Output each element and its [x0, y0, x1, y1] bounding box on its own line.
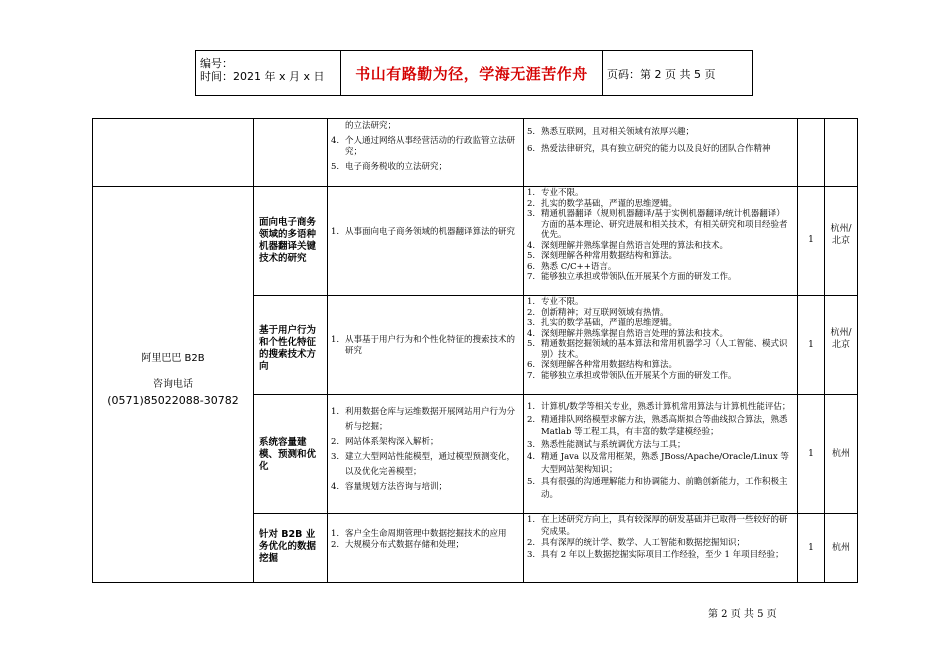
list-item: 1. 专业不限。	[527, 297, 584, 307]
research-direction: 系统容量建模、预测和优化	[259, 437, 317, 472]
header-page-cell	[603, 51, 752, 95]
position-count: 1	[808, 235, 814, 245]
research-table	[92, 118, 858, 583]
motto: 书山有路勤为径，学海无涯苦作舟	[355, 65, 588, 83]
page-header	[195, 50, 753, 96]
position-count: 1	[808, 449, 814, 459]
list-item: 7. 能够独立承担或带领队伍开展某个方面的研发工作。	[527, 272, 737, 282]
research-direction: 面向电子商务领域的多语种机器翻译关键技术的研究	[259, 217, 317, 264]
list-item: 4. 精通 Java 以及常用框架，熟悉 JBoss/Apache/Oracle/Linux 等大型网站架构知识；	[527, 452, 789, 475]
list-item: 的立法研究；	[345, 121, 397, 131]
list-item: 3. 精通机器翻译（规则机器翻译/基于实例机器翻译/统计机器翻译）方面的基本理论、研究进展和相关技术，有相关研究和项目经验者优先。	[527, 209, 788, 240]
location: 杭州/北京	[830, 328, 852, 350]
list-item: 1. 客户全生命周期管理中数据挖掘技术的应用	[331, 529, 507, 539]
company-cell	[93, 351, 253, 409]
list-item: 3. 熟悉性能测试与系统调优方法与工具；	[527, 439, 686, 450]
phone-label: 咨询电话	[153, 379, 193, 390]
position-count: 1	[808, 543, 814, 553]
row-content	[331, 121, 519, 173]
row-requirements	[527, 127, 791, 155]
row-content	[331, 405, 519, 495]
list-item: 5. 精通数据挖掘领域的基本算法和常用机器学习（人工智能、模式识别）技术。	[527, 339, 788, 360]
list-item: 1. 专业不限。	[527, 188, 584, 198]
location: 杭州	[831, 543, 850, 553]
list-item: 5. 电子商务税收的立法研究；	[331, 162, 448, 172]
list-item: 6. 热爱法律研究，具有独立研究的能力以及良好的团队合作精神	[527, 144, 771, 154]
row-requirements	[527, 188, 791, 283]
list-item: 5. 具有很强的沟通理解能力和协调能力、前瞻创新能力，工作积极主动。	[527, 477, 788, 500]
list-item: 4. 深刻理解并熟练掌握自然语言处理的算法和技术。	[527, 240, 729, 251]
list-item: 2. 大规模分布式数据存储和处理；	[331, 540, 465, 550]
location: 杭州	[831, 449, 850, 459]
number-label: 编号：	[200, 57, 233, 70]
list-item: 2. 创新精神；对互联网领域有热情。	[527, 307, 669, 318]
row-content	[331, 227, 519, 238]
position-count: 1	[808, 340, 814, 350]
page-footer: 第 2 页 共 5 页	[708, 609, 777, 620]
header-meta	[196, 51, 341, 95]
list-item: 2. 网站体系架构深入解析；	[331, 437, 439, 447]
list-item: 1. 利用数据仓库与运维数据开展网站用户行为分析与挖掘；	[331, 407, 516, 432]
list-item: 4. 深刻理解并熟练掌握自然语言处理的算法和技术。	[527, 328, 729, 339]
page-label: 页码：第 2 页 共 5 页	[607, 68, 716, 81]
list-item: 4. 容量规划方法咨询与培训；	[331, 482, 448, 492]
list-item: 6. 深刻理解各种常用数据结构和算法。	[527, 360, 678, 370]
list-item: 3. 具有 2 年以上数据挖掘实际项目工作经验，至少 1 年项目经验；	[527, 549, 784, 560]
list-item: 1. 从事面向电子商务领域的机器翻译算法的研究	[331, 227, 516, 237]
research-direction: 针对 B2B 业务优化的数据挖掘	[259, 529, 317, 564]
row-content	[331, 335, 519, 357]
research-direction: 基于用户行为和个性化特征的搜索技术方向	[259, 325, 317, 372]
location: 杭州/北京	[830, 224, 852, 246]
list-item: 7. 能够独立承担或带领队伍开展某个方面的研发工作。	[527, 370, 737, 381]
row-content	[331, 529, 519, 551]
company-name: 阿里巴巴 B2B	[141, 353, 205, 364]
list-item: 5. 熟悉互联网，且对相关领域有浓厚兴趣；	[527, 127, 695, 137]
list-item: 1. 从事基于用户行为和个性化特征的搜索技术的研究	[331, 335, 516, 356]
row-requirements	[527, 297, 791, 381]
list-item: 3. 建立大型网站性能模型，通过模型预测变化，以及优化完善模型；	[331, 452, 516, 477]
list-item: 2. 具有深厚的统计学、数学、人工智能和数据挖掘知识；	[527, 538, 746, 548]
list-item: 1. 在上述研究方向上，具有较深厚的研发基础并已取得一些较好的研究成果。	[527, 515, 788, 537]
row-requirements	[527, 515, 791, 561]
list-item: 3. 扎实的数学基础，严谨的思维逻辑。	[527, 318, 678, 328]
list-item: 2. 扎实的数学基础，严谨的思维逻辑。	[527, 198, 678, 209]
list-item: 1. 计算机/数学等相关专业，熟悉计算机常用算法与计算机性能评估；	[527, 402, 791, 412]
phone-number: (0571)85022088-30782	[107, 394, 239, 407]
header-motto-cell	[341, 51, 603, 95]
list-item: 6. 熟悉 C/C++语言。	[527, 261, 617, 272]
time-label: 时间：2021 年 x 月 x 日	[200, 70, 325, 83]
list-item: 2. 精通排队网络模型求解方法，熟悉高斯拟合等曲线拟合算法，熟悉 Matlab 等工程工具，有丰富的数学建模经验；	[527, 414, 788, 437]
list-item: 4. 个人通过网络从事经营活动的行政监管立法研究；	[331, 136, 516, 157]
list-item: 5. 深刻理解各种常用数据结构和算法。	[527, 251, 678, 261]
row-requirements	[527, 401, 791, 501]
